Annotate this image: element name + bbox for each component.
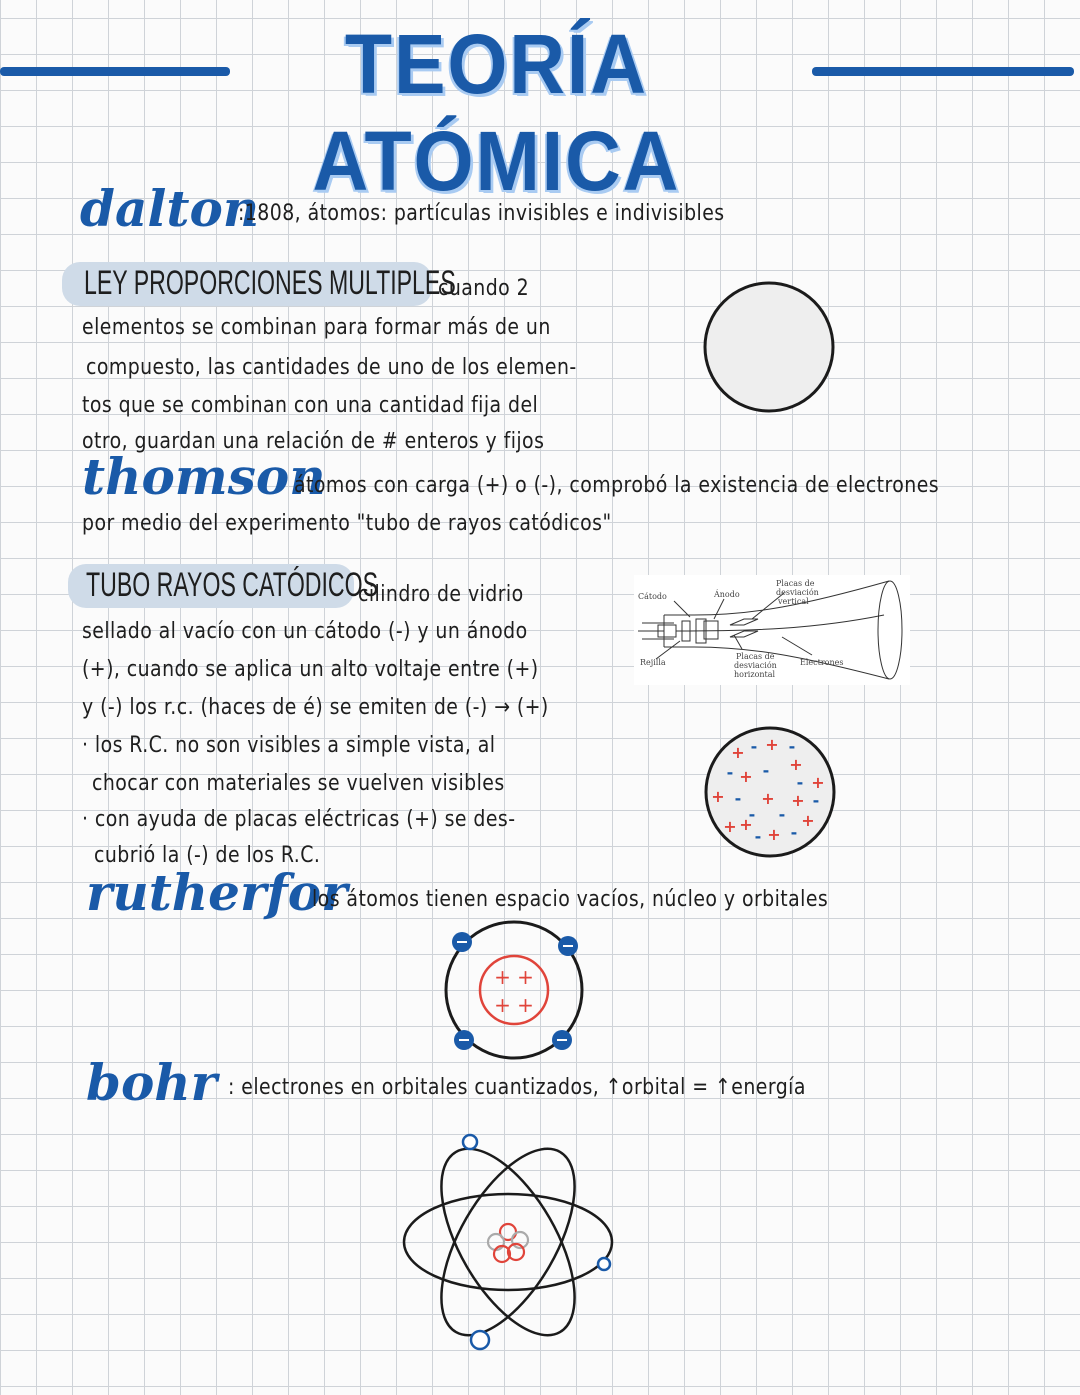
title-line-right bbox=[812, 67, 1074, 76]
plus-sign: + bbox=[765, 735, 779, 754]
tubo-line-1: sellado al vacío con un cátodo (-) y un ánodo bbox=[82, 619, 528, 644]
label-rejilla: Rejilla bbox=[640, 658, 666, 667]
minus-sign: - bbox=[778, 805, 786, 824]
bohr-summary: : electrones en orbitales cuantizados, ↑orbital = ↑energía bbox=[228, 1075, 806, 1100]
nucleus-row-0: + + bbox=[494, 965, 534, 989]
ley-line-4: otro, guardan una relación de # enteros y fijos bbox=[82, 429, 545, 454]
tubo-line-5: chocar con materiales se vuelven visibles bbox=[92, 771, 505, 796]
label-anodo: Ánodo bbox=[714, 590, 740, 599]
ley-line-3: tos que se combinan con una cantidad fija del bbox=[82, 393, 539, 418]
cathode-ray-tube-diagram bbox=[634, 575, 910, 685]
label-placas-h1: Placas de bbox=[736, 652, 775, 661]
plus-sign: + bbox=[801, 811, 815, 830]
nucleus-row-1: + + bbox=[494, 993, 534, 1017]
plus-sign: + bbox=[811, 773, 825, 792]
minus-sign: - bbox=[726, 763, 734, 782]
thomson-line-1: por medio del experimento "tubo de rayos catódicos" bbox=[82, 511, 612, 536]
ley-line-1: elementos se combinan para formar más de un bbox=[82, 315, 551, 340]
ley-line-0: cuando 2 bbox=[438, 276, 530, 301]
ley-line-2: compuesto, las cantidades de uno de los elemen- bbox=[86, 355, 577, 380]
dalton-summary: :1808, átomos: partículas invisibles e indivisibles bbox=[238, 201, 725, 226]
bohr-atom-drawing bbox=[396, 1128, 626, 1358]
minus-sign: - bbox=[788, 737, 796, 756]
title-line-left bbox=[0, 67, 230, 76]
minus-sign: - bbox=[790, 823, 798, 842]
minus-sign: - bbox=[750, 737, 758, 756]
tubo-line-0: cilindro de vidrio bbox=[358, 582, 524, 607]
plus-sign: + bbox=[731, 743, 745, 762]
thomson-atom-drawing bbox=[700, 722, 840, 862]
ley-label: LEY PROPORCIONES MULTIPLES bbox=[84, 264, 456, 302]
dalton-heading: dalton bbox=[80, 179, 260, 238]
tubo-line-3: y (-) los r.c. (haces de é) se emiten de (-) → (+) bbox=[82, 695, 549, 720]
tubo-line-2: (+), cuando se aplica un alto voltaje entre (+) bbox=[82, 657, 539, 682]
plus-sign: + bbox=[791, 791, 805, 810]
minus-sign: - bbox=[748, 805, 756, 824]
minus-sign: - bbox=[734, 789, 742, 808]
page-title: TEORÍA ATÓMICA bbox=[312, 17, 681, 208]
tubo-line-4: · los R.C. no son visibles a simple vista, al bbox=[82, 733, 496, 758]
plus-sign: + bbox=[723, 817, 737, 836]
label-placas-v1: Placas de bbox=[776, 579, 815, 588]
dalton-atom-drawing bbox=[700, 280, 840, 420]
bohr-electrons bbox=[463, 1135, 610, 1349]
plus-sign: + bbox=[711, 787, 725, 806]
minus-sign: - bbox=[754, 827, 762, 846]
bohr-heading: bohr bbox=[86, 1053, 218, 1112]
thomson-heading: thomson bbox=[82, 447, 326, 506]
rutherford-summary: los átomos tienen espacio vacíos, núcleo y orbitales bbox=[312, 887, 829, 912]
label-placas-h3: horizontal bbox=[734, 670, 776, 679]
label-placas-h2: desviación bbox=[734, 661, 777, 670]
tubo-line-7: cubrió la (-) de los R.C. bbox=[94, 843, 321, 868]
plus-sign: + bbox=[767, 825, 781, 844]
label-electrones: Electrones bbox=[800, 658, 844, 667]
minus-sign: - bbox=[796, 773, 804, 792]
electrons bbox=[452, 932, 578, 1050]
rutherford-atom-drawing bbox=[440, 920, 590, 1060]
label-catodo: Cátodo bbox=[638, 592, 667, 601]
minus-sign: - bbox=[812, 791, 820, 810]
plus-sign: + bbox=[761, 789, 775, 808]
plus-sign: + bbox=[789, 755, 803, 774]
plus-sign: + bbox=[739, 815, 753, 834]
plus-sign: + bbox=[739, 767, 753, 786]
label-placas-v3: vertical bbox=[778, 597, 809, 606]
minus-sign: - bbox=[762, 761, 770, 780]
tubo-label: TUBO RAYOS CATÓDICOS bbox=[86, 566, 379, 604]
label-placas-v2: desviación bbox=[776, 588, 819, 597]
thomson-line-0: átomos con carga (+) o (-), comprobó la existencia de electrones bbox=[294, 473, 940, 498]
rutherford-heading: rutherfor bbox=[86, 863, 348, 922]
tubo-line-6: · con ayuda de placas eléctricas (+) se des- bbox=[82, 807, 516, 832]
